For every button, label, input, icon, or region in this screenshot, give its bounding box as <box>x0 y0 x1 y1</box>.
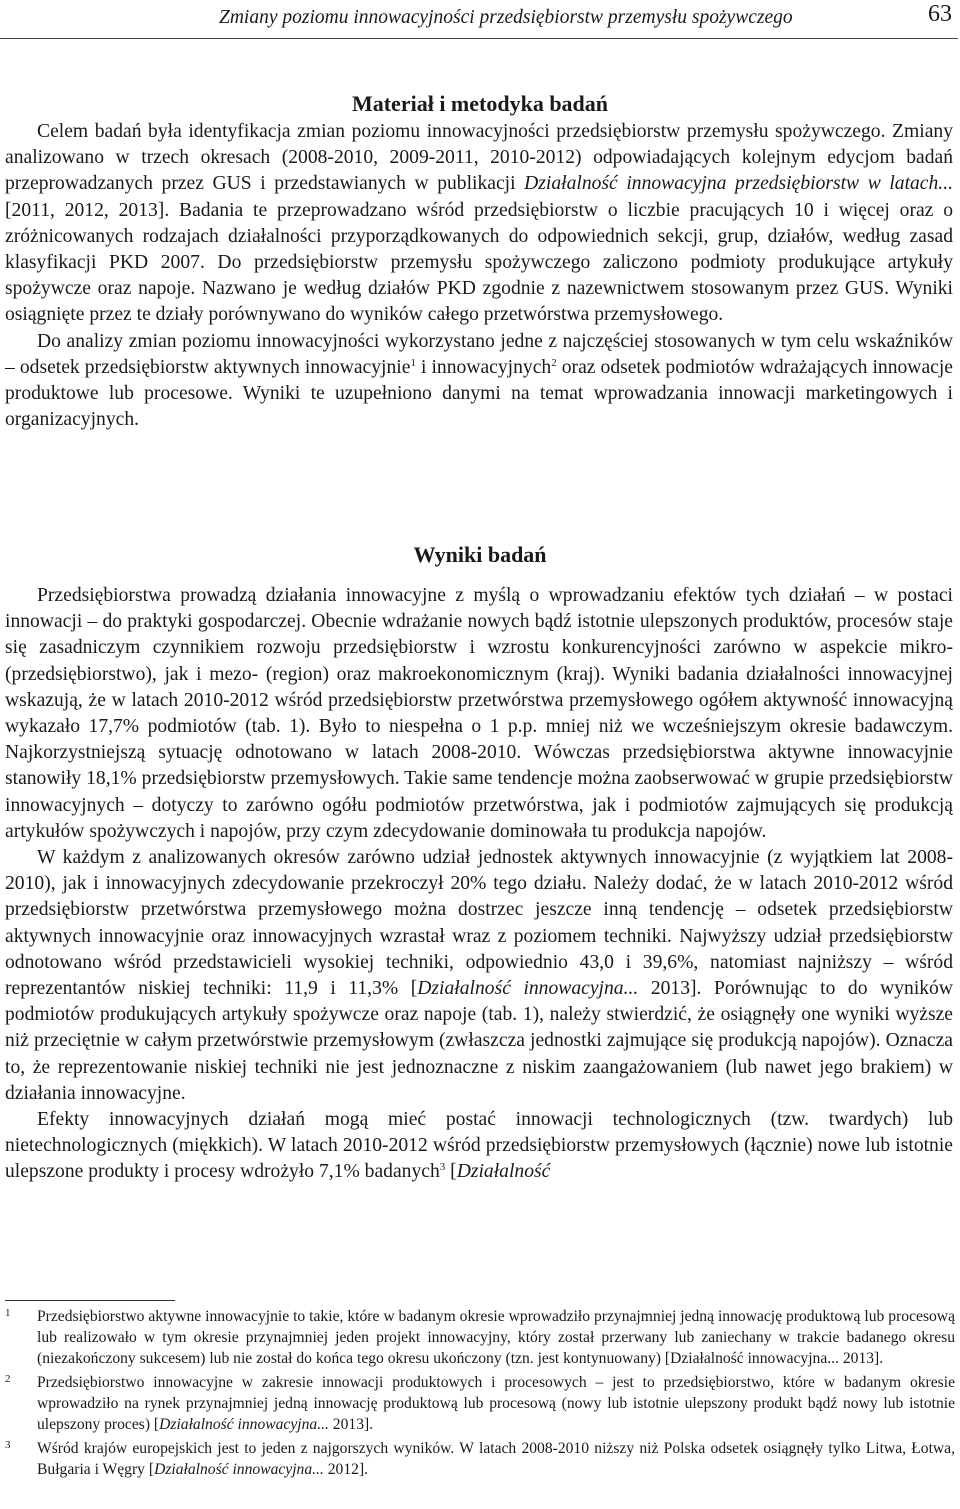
footnote-1 <box>5 1306 955 1369</box>
methods-body <box>5 119 953 433</box>
citation: Działalność innowacyjna... <box>154 1461 324 1478</box>
results-paragraph-3: Efekty innowacyjnych działań mogą mieć postać innowacji technologicznych (tzw. twardych) lub nietechnologicznych (miękkich). W latach 2010-2012 wśród przedsiębiorstw przemysłowych (łącznie) nowe lub istotnie ulepszone produkty i procesy wdrożyło 7,1% badanych$^3$ [Działalność <box>5 1109 953 1183</box>
running-header <box>0 0 958 39</box>
results-paragraph-2: W każdym z analizowanych okresów zarówno udział jednostek aktywnych innowacyjnie (z wyjątkiem lat 2008-2010), jak i innowacyjnych zdecydowanie przekroczył 20% tego działu. Należy dodać, że w latach 2010-2012 wśród przedsiębiorstw przetwórstwa przemysłowego można dostrzec jeszcze inną tendencję – odsetek przedsiębiorstw aktywnych innowacyjnie oraz innowacyjnych wzrastał wraz z poziomem techniki. Najwyższy udział przedsiębiorstw odnotowano wśród przedstawicieli wysokiej techniki, odpowiednio 43,0 i 39,6%, natomiast najniższy – wśród reprezentantów niskiej techniki: 11,9 i 11,3% [Działalność innowacyjna... 2013]. Porównując to do wyników podmiotów produkujących artykuły spożywcze oraz napoje (tab. 1), należy stwierdzić, że osiągnęły one wyniki wyższe niż przeciętnie w całym przetwórstwie przemysłowym (zwłaszcza jednostki zajmujące się produkcją napojów). Oznacza to, że reprezentowanie niskiej techniki nie jest jednoznaczne z niskim zaangażowaniem (lub nawet jego brakiem) w działania innowacyjne. <box>5 847 954 1104</box>
running-title: Zmiany poziomu innowacyjności przedsiębiorstw przemysłu spożywczego <box>219 7 793 28</box>
footnotes <box>5 1306 955 1483</box>
footnote-ref-3[interactable]: 3 <box>439 1161 446 1174</box>
footnote-3: 3 Wśród krajów europejskich jest to jeden z najgorszych wyników. W latach 2008-2010 niższy niż Polska odsetek osiągnęły tylko Litwa, Łotwa, Bułgaria i Węgry [Działalność innowacyjna... 2012]. <box>5 1439 955 1478</box>
section-heading-results: Wyniki badań <box>413 542 547 567</box>
citation: Działalność <box>456 1161 551 1183</box>
footnote-number: 2 <box>5 1373 11 1385</box>
methods-paragraph-1: Celem badań była identyfikacja zmian poziomu innowacyjności przedsiębiorstw przemysłu spożywczego. Zmiany analizowano w trzech okresach (2008-2010, 2009-2011, 2010-2012) odpowiadających kolejnym edycjom badań przeprowadzanych przez GUS i przedstawianych w publikacji Działalność innowacyjna przedsiębiorstw w latach... [2011, 2012, 2013]. Badania te przeprowadzano wśród przedsiębiorstw o liczbie pracujących 10 i więcej oraz o zróżnicowanych rodzajach działalności przyporządkowanych do odpowiednich sekcji, grup, działów, według zasad klasyfikacji PKD 2007. Do przedsiębiorstw przemysłu spożywczego zaliczono podmioty produkujące artykuły spożywcze oraz napoje. Nazwano je według działów PKD zgodnie z nazewnictwem stosowanym przez GUS. Wyniki osiągnięte przez te działy porównywano do wyników całego przetwórstwa przemysłowego. <box>5 121 953 326</box>
citation: Działalność innowacyjna... <box>417 978 639 1000</box>
methods-paragraph-2: Do analizy zmian poziomu innowacyjności wykorzystano jedne z najczęściej stosowanych w tym celu wskaźników – odsetek przedsiębiorstw aktywnych innowacyjnie$^1$ i innowacyjnych$^2$ oraz odsetek podmiotów wdrażających innowacje produktowe lub procesowe. Wyniki te uzupełniono danymi na temat wprowadzania innowacji marketingowych i organizacyjnych. <box>5 330 953 431</box>
footnote-separator <box>5 1300 175 1301</box>
footnote-2: 2 Przedsiębiorstwo innowacyjne w zakresie innowacji produktowych i procesowych – jest to przedsiębiorstwo, które w badanym okresie wprowadziło na rynek przynajmniej jedną innowację produktową lub procesową (nowy lub istotnie ulepszony produkt bądź nowy lub istotnie ulepszony proces) [Działalność innowacyjna... 2013]. <box>5 1373 955 1433</box>
results-body <box>5 583 953 1186</box>
results-paragraph-1: Przedsiębiorstwa prowadzą działania innowacyjne z myślą o wprowadzaniu efektów tych działań – w postaci innowacji – do praktyki gospodarczej. Obecnie wdrażanie nowych bądź istotnie ulepszonych produktów, procesów staje się zasadniczym czynnikiem rozwoju przedsiębiorstw i wzrostu konkurencyjności zarówno w aspekcie mikro- (przedsiębiorstwo), jak i mezo- (region) oraz makroekonomicznym (kraj). Wyniki badania działalności innowacyjnej wskazują, że w latach 2010-2012 wśród przedsiębiorstw przetwórstwa przemysłowego ogółem aktywność innowacyjną wykazało 17,7% podmiotów (tab. 1). Było to niespełna o 1 p.p. mniej niż we wcześniejszym okresie badawczym. Najkorzystniejszą sytuację odnotowano w latach 2008-2010. Wówczas przedsiębiorstwa aktywne innowacyjnie stanowiły 18,1% przedsiębiorstw przemysłowych. Takie same tendencje można zaobserwować w grupie przedsiębiorstw innowacyjnych – dotyczy to zarówno ogółu podmiotów przetwórstwa, jak i podmiotów zajmujących się produkcją artykułów spożywczych i napojów, przy czym zdecydowanie dominowała tu produkcja napojów. <box>5 585 953 842</box>
footnote-ref-1[interactable]: 1 <box>410 356 416 369</box>
section-heading-methods: Materiał i metodyka badań <box>351 91 609 116</box>
page-number: 63 <box>928 1 952 27</box>
footnote-number: 3 <box>5 1439 11 1451</box>
footnote-ref-2[interactable]: 2 <box>551 356 557 369</box>
footnote-text: Przedsiębiorstwo aktywne innowacyjnie to takie, które w badanym okresie wprowadziło przynajmniej jedną innowację produktową lub procesową lub realizowało w tym okresie przynajmniej jeden projekt innowacyjny, który został przerwany lub zaniechany w trakcie badanego okresu (niezakończony sukcesem) lub nie został do końca tego okresu ukończony (tzn. jest kontynuowany) [Działalność innowacyjna... 2013]. <box>37 1308 955 1367</box>
citation: Działalność innowacyjna przedsiębiorstw w latach... <box>524 173 953 195</box>
citation: Działalność innowacyjna... <box>159 1416 329 1433</box>
footnote-number: 1 <box>5 1307 11 1319</box>
